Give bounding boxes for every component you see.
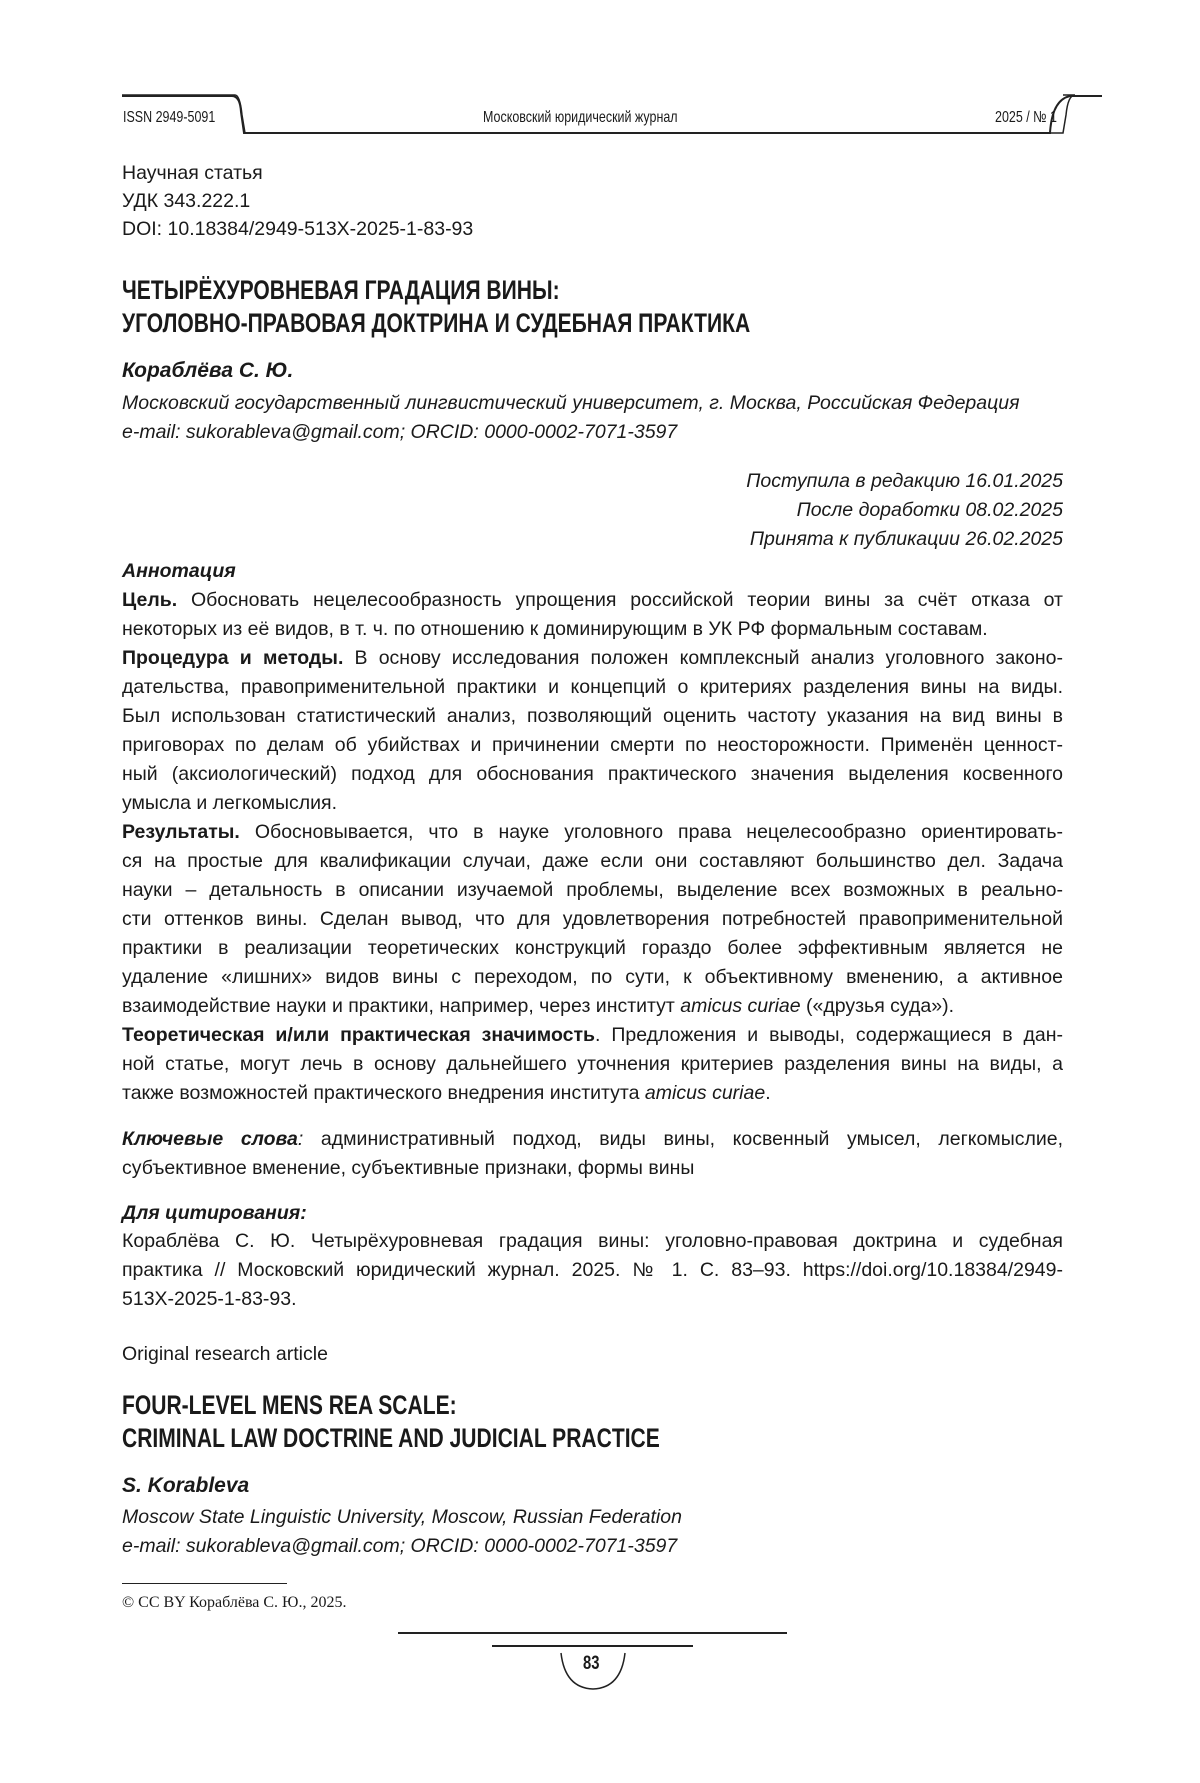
date-accepted: Принята к публикации 26.02.2025 <box>750 528 1063 551</box>
author-name-en: S. Korableva <box>122 1474 249 1498</box>
title-line: УГОЛОВНО-ПРАВОВАЯ ДОКТРИНА И СУДЕБНАЯ ПРАКТИКА <box>122 308 927 339</box>
abstract-line: удаление «лишних» видов вины с переходом, по сути, к объективному вменению, а активное <box>122 966 1063 989</box>
article-type: Научная статья <box>122 162 263 185</box>
date-received: Поступила в редакцию 16.01.2025 <box>746 470 1063 493</box>
author-contact-en: e-mail: sukorableva@gmail.com; ORCID: 0000-0002-7071-3597 <box>122 1535 677 1558</box>
abstract-line: ной статье, могут лечь в основу дальнейшего уточнения критериев разделения вины на виды, а <box>122 1053 1063 1076</box>
journal-name: Московский юридический журнал <box>483 109 732 127</box>
abstract-line: сти оттенков вины. Сделан вывод, что для удовлетворения потребностей правоприменительной <box>122 908 1063 931</box>
article-page <box>0 0 1200 1783</box>
doi: DOI: 10.18384/2949-513X-2025-1-83-93 <box>122 218 473 241</box>
udc: УДК 343.222.1 <box>122 190 250 213</box>
abstract-line: ся на простые для квалификации случаи, даже если они составляют большинство дел. Задача <box>122 850 1063 873</box>
page-number: 83 <box>583 1653 604 1675</box>
abstract-heading: Аннотация <box>122 560 236 583</box>
citation-heading: Для цитирования: <box>122 1202 307 1225</box>
title-line: ЧЕТЫРЁХУРОВНЕВАЯ ГРАДАЦИЯ ВИНЫ: <box>122 275 683 306</box>
author-affiliation: Московский государственный лингвистический университет, г. Москва, Российская Федерация <box>122 392 1020 415</box>
abstract-line: дательства, правоприменительной практики и концепций о критериях разделения вины на виды. <box>122 676 1063 699</box>
abstract-line: Теоретическая и/или практическая значимость. Предложения и выводы, содержащиеся в дан- <box>122 1024 1063 1047</box>
footnote-rule <box>122 1583 287 1584</box>
author-name: Кораблёва С. Ю. <box>122 359 293 383</box>
abstract-line: практики в реализации теоретических конструкций гораздо более эффективным является не <box>122 937 1063 960</box>
abstract-line: Был использован статистический анализ, позволяющий оценить частоту указания на вид вины в <box>122 705 1063 728</box>
abstract-line: Результаты. Обосновывается, что в науке уголовного права нецелесообразно ориентировать- <box>122 821 1063 844</box>
abstract-line: также возможностей практического внедрения института amicus curiae. <box>122 1082 1063 1105</box>
citation-line: Кораблёва С. Ю. Четырёхуровневая градация вины: уголовно-правовая доктрина и судебная <box>122 1230 1063 1253</box>
title-en-line: CRIMINAL LAW DOCTRINE AND JUDICIAL PRACTICE <box>122 1423 812 1454</box>
abstract-line: Цель. Обосновать нецелесообразность упрощения российской теории вины за счёт отказа от <box>122 589 1063 612</box>
abstract-line: приговорах по делам об убийствах и причинении смерти по неосторожности. Применён ценност- <box>122 734 1063 757</box>
title-en-line: FOUR-LEVEL MENS REA SCALE: <box>122 1390 551 1421</box>
citation-line: практика // Московский юридический журнал. 2025. № 1. С. 83–93. https://doi.org/10.18384/2949- <box>122 1259 1063 1282</box>
article-type-en: Original research article <box>122 1343 328 1366</box>
author-contact: e-mail: sukorableva@gmail.com; ORCID: 0000-0002-7071-3597 <box>122 421 677 444</box>
abstract-line: умысла и легкомыслия. <box>122 792 1063 815</box>
keywords-line: Ключевые слова: административный подход, виды вины, косвенный умысел, легкомыслие, <box>122 1128 1063 1151</box>
abstract-line: ный (аксиологический) подход для обоснования практического значения выделения косвенного <box>122 763 1063 786</box>
citation-line: 513X-2025-1-83-93. <box>122 1288 1063 1311</box>
abstract-line: некоторых из её видов, в т. ч. по отношению к доминирующим в УК РФ формальным составам. <box>122 618 1063 641</box>
abstract-line: науки – детальность в описании изучаемой проблемы, выделение всех возможных в реально- <box>122 879 1063 902</box>
abstract-line: взаимодействие науки и практики, например, через институт amicus curiae («друзья суда»). <box>122 995 1063 1018</box>
date-revised: После доработки 08.02.2025 <box>797 499 1063 522</box>
keywords-line: субъективное вменение, субъективные признаки, формы вины <box>122 1157 1063 1180</box>
issue-number: 2025 / № 1 <box>995 109 1074 127</box>
abstract-line: Процедура и методы. В основу исследования положен комплексный анализ уголовного законо- <box>122 647 1063 670</box>
copyright-footnote: © CC BY Кораблёва С. Ю., 2025. <box>122 1594 347 1612</box>
issn: ISSN 2949-5091 <box>123 109 241 127</box>
author-affiliation-en: Moscow State Linguistic University, Moscow, Russian Federation <box>122 1506 682 1529</box>
